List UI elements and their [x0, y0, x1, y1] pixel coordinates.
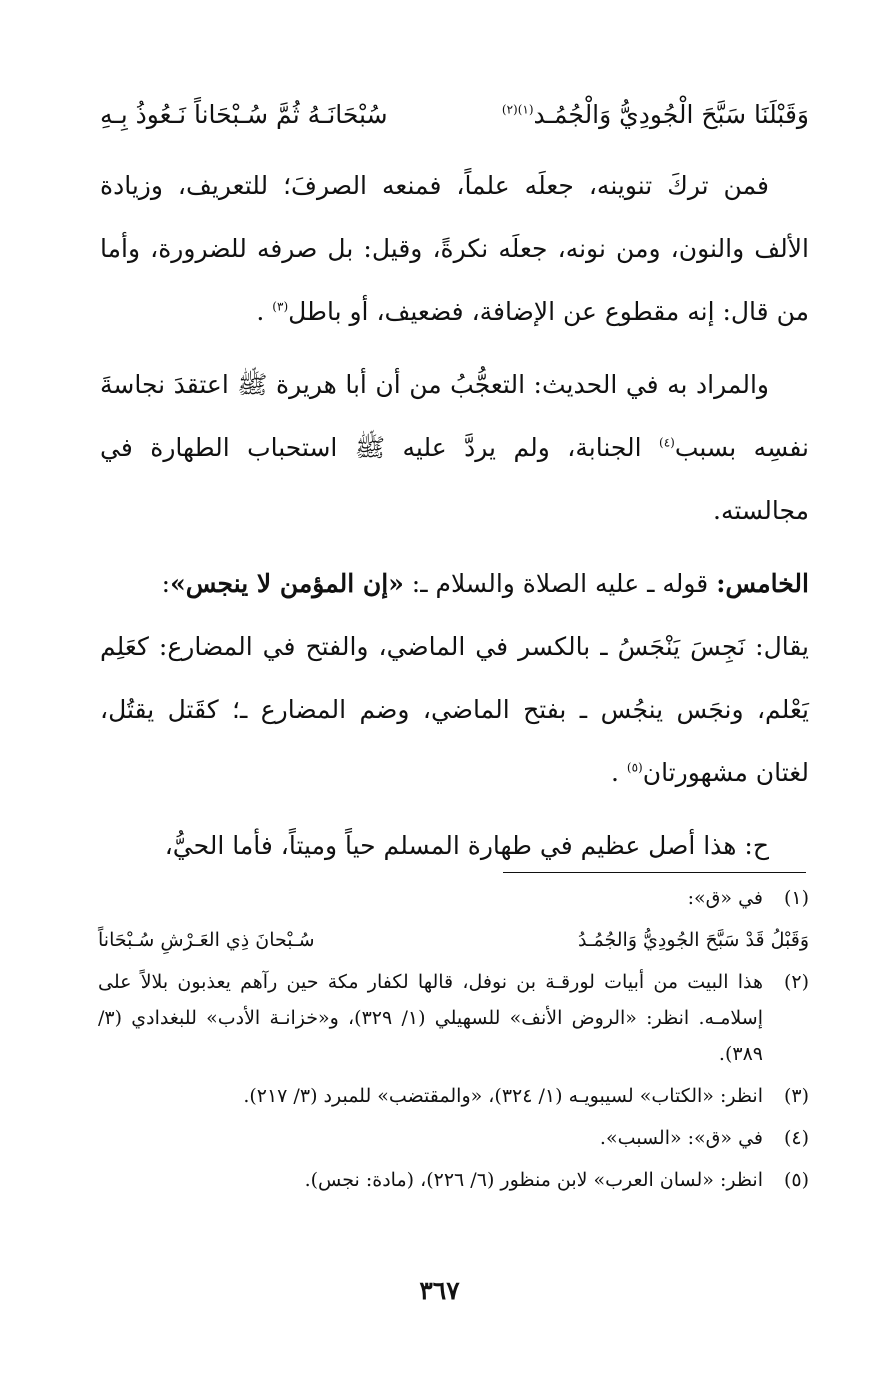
paragraph-4 [100, 615, 809, 804]
footnote-verse-right: وَقَبْلُ قَدْ سَبَّحَ الجُودِيُّ وَالجُمُـدُ [577, 929, 809, 951]
footnote-separator [503, 872, 806, 873]
footnote-verse-left: سُـبْحانَ ذِي العَـرْشِ سُـبْحَاناً [98, 929, 315, 951]
paragraph-1 [100, 154, 809, 343]
footnote-number: (١) [783, 887, 809, 909]
main-text [100, 100, 809, 877]
footnote-text: انظر: «لسان العرب» لابن منظور (٦/ ٢٢٦)، (مادة: نجس). [304, 1169, 763, 1191]
footnote-number: (٥) [783, 1169, 809, 1191]
footnote-marker: (٥) [626, 760, 643, 775]
footnote-number: (٣) [783, 1085, 809, 1107]
paragraph-3-text-a: قوله ـ عليه الصلاة والسلام ـ: [403, 569, 717, 598]
footnote-number: (٢) [783, 971, 809, 993]
footnote-text: في «ق»: «السبب». [599, 1127, 763, 1149]
page-number: ٣٦٧ [419, 1276, 460, 1305]
poetry-verse [100, 100, 809, 144]
paragraph-3-text-b: : [161, 569, 171, 598]
footnote-text: هذا البيت من أبيات لورقـة بن نوفل، قالها لكفار مكة حين رآهم يعذبون بلالاً على إسلامـه. انظر: «الروض الأنف» للسهيلي (١/ ٣٢٩)، و«خزانـة الأدب» للبغدادي (٣/ ٣٨٩). [98, 971, 763, 1065]
footnote-4 [98, 1120, 809, 1156]
section-label: الخامس: [716, 569, 809, 598]
paragraph-5 [100, 814, 809, 877]
verse-hemistich-left: سُبْحَانَـهُ ثُمَّ سُـبْحَاناً نَـعُوذُ بِـهِ [100, 100, 388, 129]
verse-hemistich-right-text: وَقَبْلَنَا سَبَّحَ الْجُودِيُّ وَالْجُمُـد [533, 100, 809, 129]
paragraph-4-end: . [610, 758, 627, 787]
footnote-number: (٤) [783, 1127, 809, 1149]
paragraph-1-end: . [256, 297, 273, 326]
footnote-3 [98, 1078, 809, 1114]
paragraph-5-text: ح: هذا أصل عظيم في طهارة المسلم حياً وميتاً، فأما الحيُّ، [164, 831, 769, 860]
footnote-1 [98, 880, 809, 916]
footnote-text: انظر: «الكتاب» لسيبويـه (١/ ٣٢٤)، «والمقتضب» للمبرد (٣/ ٢١٧). [243, 1085, 763, 1107]
paragraph-2-text-b: الجنابة، ولم يردَّ عليه ﷺ استحباب الطهارة في مجالسته. [100, 433, 809, 525]
footnote-marker: (١)(٢) [501, 102, 534, 117]
paragraph-2 [100, 353, 809, 542]
paragraph-3 [100, 552, 809, 615]
hadith-quote: «إن المؤمن لا ينجس» [170, 569, 404, 598]
footnote-marker: (٤) [659, 435, 675, 450]
footnote-2 [98, 964, 809, 1072]
footnote-text: في «ق»: [687, 887, 763, 909]
footnote-marker: (٣) [272, 299, 289, 314]
paragraph-1-text: فمن تركَ تنوينه، جعلَه علماً، فمنعه الصرفَ؛ للتعريف، وزيادة الألف والنون، ومن نونه، جعلَه نكرةً، وقيل: بل صرفه للضرورة، وأما من قال: إنه مقطوع عن الإضافة، فضعيف، أو باطل [100, 171, 809, 326]
footnotes [98, 880, 809, 1204]
footnote-5 [98, 1162, 809, 1198]
footnote-verse [98, 922, 809, 958]
paragraph-4-text: يقال: نَجِسَ يَنْجَسُ ـ بالكسر في الماضي، والفتح في المضارع: كعَلِم يَعْلم، ونجَس ينجُس ـ بفتح الماضي، وضم المضارع ـ؛ كقَتل يقتُل، لغتان مشهورتان [100, 632, 809, 787]
verse-hemistich-right [502, 100, 809, 129]
paragraph-2-text-a: والمراد به في الحديث: التعجُّبُ من أن أبا هريرة ﷺ اعتقدَ نجاسةَ نفسِه بسبب [100, 370, 809, 462]
